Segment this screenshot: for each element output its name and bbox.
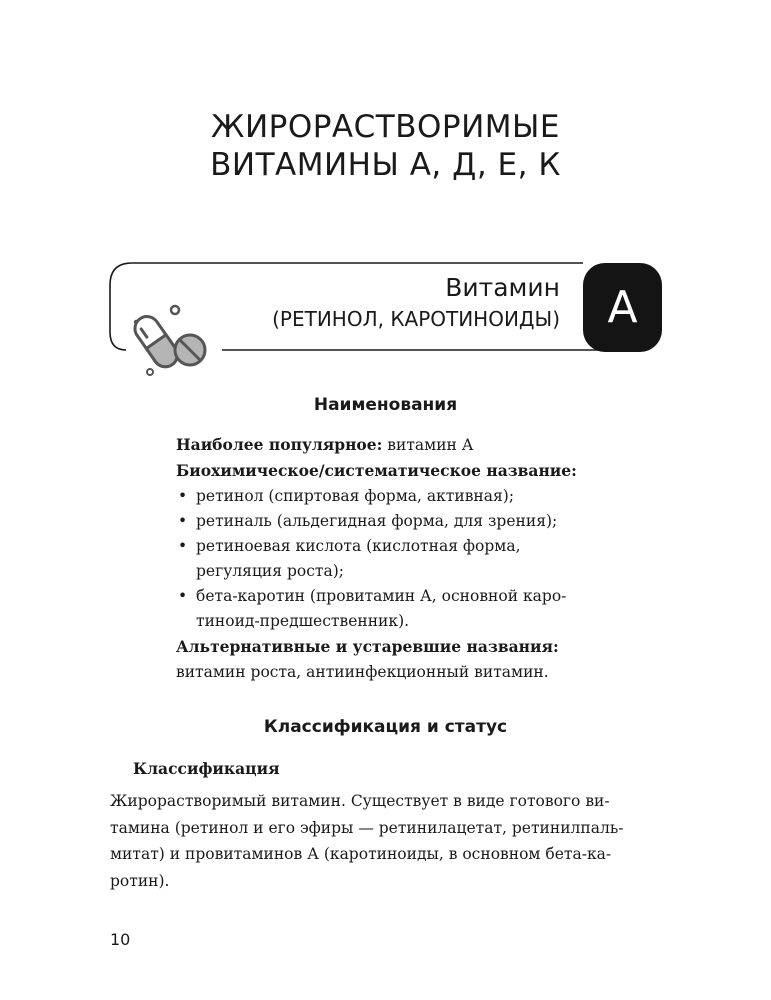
paragraph-line: ротин).: [110, 871, 170, 890]
bullet-icon: •: [178, 487, 188, 505]
list-item-line-2: регуляция роста);: [196, 562, 344, 580]
bullet-icon: •: [178, 587, 188, 605]
popular-name-label: Наиболее популярное:: [176, 435, 383, 454]
vitamin-letter: A: [607, 282, 638, 333]
list-item: [176, 534, 626, 584]
classification-heading: Классификация и статус: [263, 717, 508, 737]
systematic-name-label: Биохимическое/систематическое название:: [176, 461, 577, 480]
paragraph-line: Жирорастворимый витамин. Существует в виде готового ви-: [110, 792, 610, 810]
classification-subheading: Классификация: [133, 759, 280, 778]
chapter-title-line-2: ВИТАМИНЫ А, Д, Е, К: [210, 147, 561, 183]
alt-name-label-line: [176, 634, 626, 660]
paragraph-line: митат) и провитаминов А (каротиноиды, в основном бета-ка-: [110, 845, 612, 863]
vitamin-name-line-1: Витамин: [445, 273, 560, 302]
alt-name-label: Альтернативные и устаревшие названия:: [176, 637, 559, 656]
vitamin-name: [272, 272, 560, 334]
list-item-line-1: бета-каротин (провитамин А, основной каро-: [196, 587, 567, 605]
classification-paragraph: [110, 788, 670, 894]
list-item-line-1: ретиналь (альдегидная форма, для зрения);: [196, 512, 558, 530]
vitamin-letter-badge: [583, 263, 662, 352]
list-item: [176, 484, 626, 509]
vitamin-name-line-2: (РЕТИНОЛ, КАРОТИНОИДЫ): [272, 307, 560, 331]
chapter-title-line-1: ЖИРОРАСТВОРИМЫЕ: [211, 109, 560, 145]
systematic-names-list: [176, 484, 626, 634]
popular-name-line: [176, 432, 626, 458]
systematic-name-label-line: [176, 458, 626, 484]
names-block: [176, 432, 626, 685]
list-item-line-1: ретинол (спиртовая форма, активная);: [196, 487, 515, 505]
list-item: [176, 509, 626, 534]
list-item-line-1: ретиноевая кислота (кислотная форма,: [196, 537, 521, 555]
page-number: 10: [110, 930, 131, 949]
list-item-line-2: тиноид-предшественник).: [196, 612, 410, 630]
alt-name-value: витамин роста, антиинфекционный витамин.: [176, 663, 549, 681]
popular-name-value: витамин А: [382, 436, 474, 454]
bullet-icon: •: [178, 512, 188, 530]
names-heading: Наименования: [313, 395, 458, 415]
vitamin-header: [0, 0, 771, 400]
list-item: [176, 584, 626, 634]
paragraph-line: тамина (ретинол и его эфиры — ретинилацетат, ретинилпаль-: [110, 818, 624, 837]
pill-capsule-icon: [130, 300, 220, 380]
bullet-icon: •: [178, 537, 188, 555]
